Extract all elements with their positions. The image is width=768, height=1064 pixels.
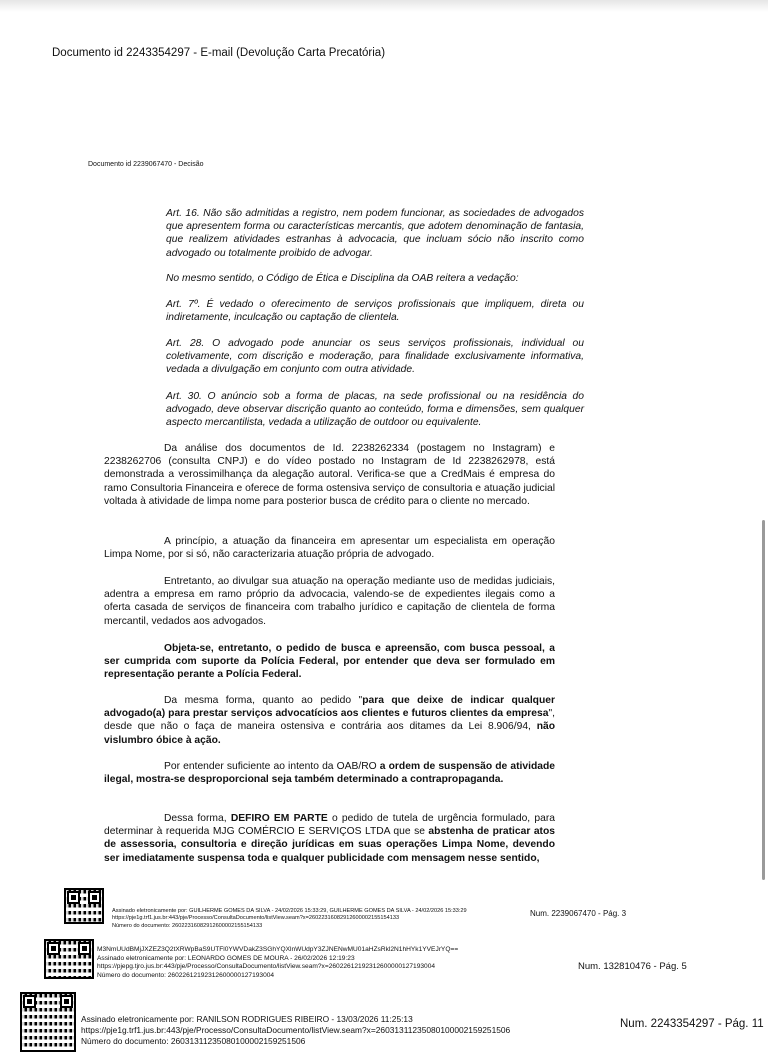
quote-intro: No mesmo sentido, o Código de Ética e Disciplina da OAB reitera a vedação: [166, 273, 519, 284]
decision-text-c: o pedido de tutela de urgência formulado, para determinar à requerida MJG COMÉRCIO E SERVIÇOS LTDA que se [104, 813, 555, 838]
quote-art-30: Art. 30. O anúncio sob a forma de placas, na sede profissional ou na residência do advogado, deve observar discrição quanto ao conteúdo, forma e dimensões, sem qualquer aspecto mercantilista, vedada a utilização de outdoor ou equivalente. [166, 391, 584, 429]
signature-3-url[interactable]: https://pje1g.trf1.jus.br:443/pje/Processo/ConsultaDocumento/listView.seam?x=26031311235080100002159251506 [81, 1024, 511, 1035]
signature-2-signer: Assinado eletronicamente por: LEONARDO GOMES DE MOURA - 26/02/2026 12:19:23 [97, 954, 355, 962]
quote-art-7: Art. 7º. É vedado o oferecimento de serviços profissionais que impliquem, direta ou indiretamente, inculcação ou captação de clientela. [166, 299, 584, 324]
scrollbar[interactable] [762, 520, 765, 880]
signature-block-3 [81, 1014, 510, 1047]
objection-bold: Objeta-se, entretanto, o pedido de busca e apreensão, com busca pessoal, a ser cumprida com suporte da Polícia Federal, por entender que deva ser formulado em representação perante a Polícia Federal. [104, 643, 555, 681]
signature-3-doc-number: Número do documento: 26031311235080100002159251506 [81, 1035, 306, 1046]
quote-art-28: Art. 28. O advogado pode anunciar os seus serviços profissionais, individual ou coletivamente, com discrição e moderação, para finalidade exclusivamente informativa, vedada a divulgação em conjunto com outra atividade. [166, 338, 584, 376]
paragraph-however: Entretanto, ao divulgar sua atuação na operação mediante uso de medidas judiciais, adentra a empresa em ramo próprio da advocacia, valendo-se de expedientes ilegais como a oferta casada de serviços de financeira com trabalho jurídico e capitação de clientela de forma mercantil, vedados aos advogados. [104, 576, 555, 627]
sufficient-text-a: Por entender suficiente ao intento da OAB/RO [164, 761, 380, 772]
decision-bold-d: abstenha de praticar atos de assessoria, consultoria e direção jurídicas em suas operações Limpa Nome, devendo ser imediatamente suspensa toda e qualquer publicidade com mensagem nesse sentido, [104, 826, 555, 864]
same-way-bold-b: para que deixe de indicar qualquer advogado(a) para prestar serviços advocatícios aos clientes e futuros clientes da empresa [104, 695, 555, 720]
paragraph-sufficient [104, 760, 555, 786]
top-bar [0, 0, 768, 12]
signature-1-signer: Assinado eletronicamente por: GUILHERME GOMES DA SILVA - 24/02/2026 15:33:29, GUILHERME GOMES DA SILVA - 24/02/2026 15:33:29 [112, 908, 467, 914]
signature-2-hash: M3NmUUdBMjJXZEZ3Q2tXRWpBaS9UTFl0YWVDakZ3SGhYQXlnWUdpY3ZJNENwMU01aHZsRkl2N1hHYk1YVEJrYQ== [97, 946, 459, 953]
same-way-text-a: Da mesma forma, quanto ao pedido " [164, 695, 363, 706]
qr-code-icon [20, 992, 76, 1052]
sufficient-bold-b: a ordem de suspensão de atividade ilegal, mostra-se desproporcional seja também determinado a contrapropaganda. [104, 761, 555, 786]
paragraph-objection [104, 642, 555, 682]
qr-code-icon [44, 939, 94, 979]
signature-2-doc-number: Número do documento: 26022612192312600000127193004 [97, 971, 275, 979]
paragraph-same-way [104, 694, 555, 747]
qr-code-icon [64, 888, 104, 924]
signature-2-page-number: Num. 132810476 - Pág. 5 [578, 961, 687, 972]
paragraph-principle: A princípio, a atuação da financeira em apresentar um especialista em operação Limpa Nome, por si só, não caracterizaria atuação própria de advogado. [104, 536, 555, 561]
signature-block-2 [97, 946, 458, 980]
decision-bold-b: DEFIRO EM PARTE [230, 813, 328, 824]
signature-1-doc-number: Número do documento: 26022316082912600002155154133 [112, 922, 263, 929]
signature-1-page-number: Num. 2239067470 - Pág. 3 [530, 909, 627, 918]
same-way-bold-d: não vislumbro óbice à ação. [104, 721, 555, 746]
paragraph-decision [104, 812, 555, 865]
signature-2-url[interactable]: https://pjepg.tjro.jus.br:443/pje/Processo/ConsultaDocumento/listView.seam?x=26022612192312600000127193004 [97, 963, 436, 971]
signature-3-page-number: Num. 2243354297 - Pág. 11 [620, 1018, 764, 1030]
quote-art-16: Art. 16. Não são admitidas a registro, nem podem funcionar, as sociedades de advogados que apresentem forma ou características mercantis, que adotem denominação de fantasia, que realizem atividades estranhas à advocacia, que incluam sócio não inscrito como advogado ou totalmente proibido de advogar. [166, 208, 584, 259]
outer-document-header: Documento id 2243354297 - E-mail (Devolução Carta Precatória) [52, 47, 386, 59]
decision-text-a: Dessa forma, [164, 813, 231, 824]
signature-3-signer: Assinado eletronicamente por: RANILSON RODRIGUES RIBEIRO - 13/03/2026 11:25:13 [81, 1014, 413, 1024]
paragraph-analysis: Da análise dos documentos de Id. 2238262334 (postagem no Instagram) e 2238262706 (consulta CNPJ) e do vídeo postado no Instagram de Id 2238262978, está demonstrada a verossimilhança da alegação autoral. Verifica-se que a CredMais é empresa do ramo Consultoria Financeira e oferece de forma ostensiva serviço de consultoria e atuação judicial voltada à atividade de limpa nome para posterior busca de crédito para o cliente no mercado. [104, 443, 555, 507]
same-way-text-c: ", desde que não o faça de maneira ostensiva e contrária aos ditames da Lei 8.906/94, [104, 708, 555, 733]
signature-1-url[interactable]: https://pje1g.trf1.jus.br:443/pje/Processo/ConsultaDocumento/listView.seam?x=26022316082912600002155154133 [112, 915, 400, 922]
inner-document-header: Documento id 2239067470 - Decisão [88, 161, 204, 168]
signature-block-1 [112, 908, 467, 930]
